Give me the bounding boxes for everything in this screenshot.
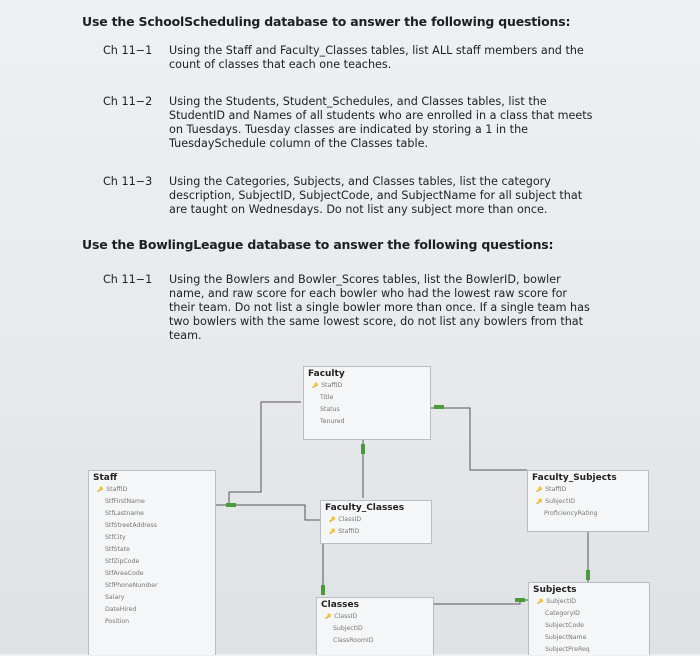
field: ProficiencyRating — [544, 510, 598, 517]
field: 🔑 SubjectID — [529, 596, 649, 608]
field: StfLastname — [105, 510, 144, 517]
field: SubjectCode — [545, 622, 584, 629]
table-faculty — [303, 366, 431, 440]
question-number: Ch 11−3 — [103, 175, 153, 188]
field: Salary — [105, 594, 125, 601]
table-subjects — [528, 582, 650, 655]
field: 🔑 ClassID — [317, 611, 433, 623]
table-staff — [88, 470, 216, 655]
field: StfFirstName — [105, 498, 145, 505]
question-number: Ch 11−1 — [103, 273, 153, 286]
field: SubjectID — [333, 625, 363, 632]
question-text: Using the Staff and Faculty_Classes tables, list ALL staff members and the count of classes that each one teaches. — [169, 44, 584, 71]
table-title: Classes — [321, 600, 359, 610]
field: 🔑 StaffID — [321, 526, 431, 538]
bowling-heading: Use the BowlingLeague database to answer the following questions: — [82, 237, 554, 252]
field: 🔑 StaffID — [528, 484, 648, 496]
table-faculty-subjects — [527, 470, 649, 532]
field: CategoryID — [545, 610, 580, 617]
field: SubjectPreReq — [545, 646, 590, 653]
table-title: Subjects — [533, 585, 577, 595]
field: Status — [320, 406, 340, 413]
field: Title — [320, 394, 334, 401]
field: StfState — [105, 546, 130, 553]
table-classes — [316, 597, 434, 655]
field: 🔑 ClassID — [321, 514, 431, 526]
table-title: Staff — [93, 473, 118, 483]
field: ClassRoomID — [333, 637, 374, 644]
field: Position — [105, 618, 130, 625]
question-text: Using the Bowlers and Bowler_Scores tables, list the BowlerID, bowler name, and raw score for each bowler who had the lowest raw score for their team. Do not list a single bowler more than once. If a single team has two bowlers with the same lowest score, do not list any bowlers from that team. — [169, 273, 590, 342]
question-number: Ch 11−1 — [103, 44, 153, 57]
field: StfPhoneNumber — [105, 582, 158, 589]
question-number: Ch 11−2 — [103, 95, 153, 108]
table-title: Faculty_Classes — [325, 503, 405, 513]
field: StfZipCode — [105, 558, 140, 565]
field: Tenured — [320, 418, 345, 425]
question-text: Using the Students, Student_Schedules, and Classes tables, list the StudentID and Names of all students who are enrolled in a class that meets on Tuesdays. Tuesday classes are indicated by storing a 1 in the TuesdaySchedule column of the Classes table. — [169, 95, 593, 150]
field: StfCity — [105, 534, 126, 541]
question-text: Using the Categories, Subjects, and Classes tables, list the category description, SubjectID, SubjectCode, and SubjectName for all subject that are taught on Wednesdays. Do not list any subject more than once. — [169, 175, 583, 216]
field: 🔑 StaffID — [304, 380, 430, 392]
field: StfAreaCode — [105, 570, 144, 577]
field: SubjectName — [545, 634, 587, 641]
table-title: Faculty — [308, 369, 345, 379]
field: 🔑 SubjectID — [528, 496, 648, 508]
field: DateHired — [105, 606, 137, 613]
field: StfStreetAddress — [105, 522, 157, 529]
field: 🔑 StaffID — [89, 484, 215, 496]
table-faculty-classes — [320, 500, 432, 544]
table-title: Faculty_Subjects — [532, 473, 617, 483]
school-heading: Use the SchoolScheduling database to answer the following questions: — [82, 14, 571, 29]
